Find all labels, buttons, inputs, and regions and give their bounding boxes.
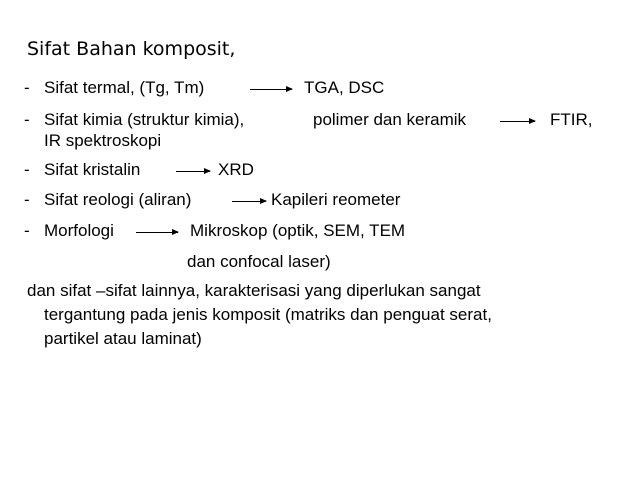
- arrow-icon: [250, 89, 292, 90]
- bullet-dash: -: [24, 221, 30, 240]
- paragraph-line: tergantung pada jenis komposit (matriks dan penguat serat,: [44, 305, 492, 324]
- arrow-icon: [500, 121, 535, 122]
- item-morphology-method: Mikroskop (optik, SEM, TEM: [190, 221, 406, 240]
- item-chemical-method: FTIR,: [550, 110, 593, 129]
- item-chemical-materials: polimer dan keramik: [313, 110, 467, 129]
- item-chemical-label: Sifat kimia (struktur kimia),: [44, 110, 245, 129]
- item-chemical-method-continuation: IR spektroskopi: [44, 131, 162, 150]
- bullet-dash: -: [24, 110, 30, 129]
- bullet-dash: -: [24, 190, 30, 209]
- arrow-icon: [176, 171, 210, 172]
- arrow-icon: [136, 232, 178, 233]
- item-crystalline-method: XRD: [218, 160, 254, 179]
- item-crystalline-label: Sifat kristalin: [44, 160, 141, 179]
- item-morphology-label: Morfologi: [44, 221, 114, 240]
- bullet-dash: -: [24, 78, 30, 97]
- bullet-dash: -: [24, 160, 30, 179]
- slide-title: Sifat Bahan komposit,: [27, 38, 236, 60]
- item-morphology-method-continuation: dan confocal laser): [187, 252, 331, 271]
- paragraph-line: partikel atau laminat): [44, 329, 202, 348]
- item-thermal-label: Sifat termal, (Tg, Tm): [44, 78, 205, 97]
- arrow-icon: [232, 201, 266, 202]
- paragraph-line: dan sifat –sifat lainnya, karakterisasi yang diperlukan sangat: [27, 281, 481, 300]
- item-thermal-method: TGA, DSC: [304, 78, 385, 97]
- item-rheology-label: Sifat reologi (aliran): [44, 190, 192, 209]
- item-rheology-method: Kapileri reometer: [271, 190, 401, 209]
